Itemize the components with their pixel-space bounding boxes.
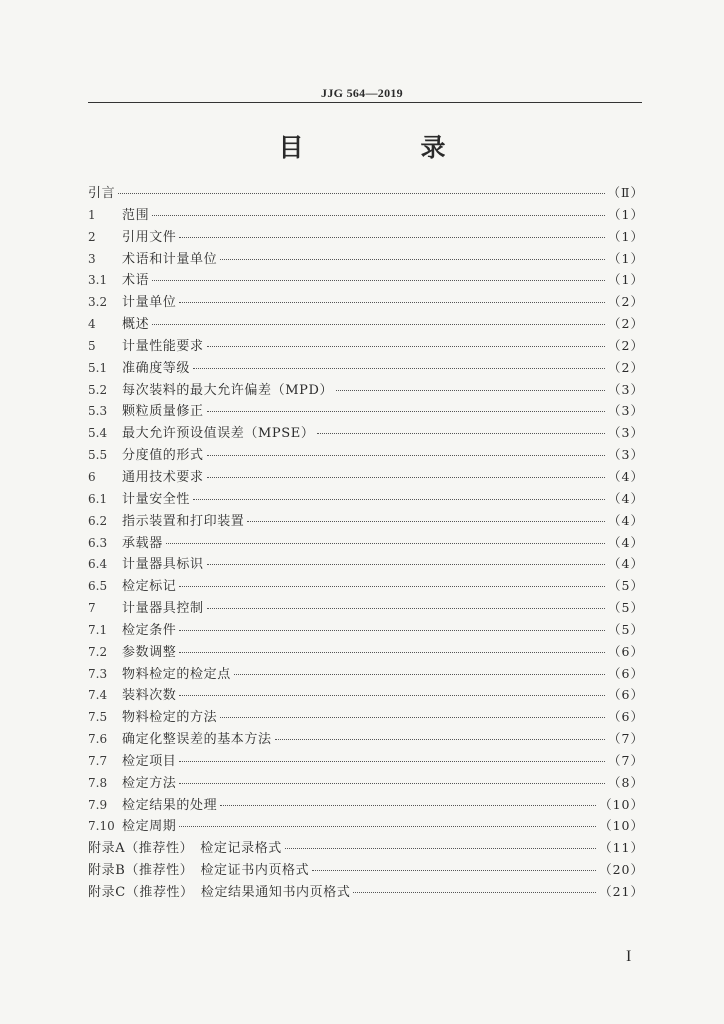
- toc-entry[interactable]: [88, 859, 644, 881]
- toc-entry[interactable]: [88, 837, 644, 859]
- toc-entry-label: 检定方法: [122, 775, 177, 791]
- table-of-contents: [88, 182, 644, 903]
- toc-entry-number: 3.1: [88, 273, 108, 288]
- toc-entry-page: （5）: [608, 621, 644, 637]
- toc-entry-page: （5）: [608, 578, 644, 594]
- dot-leader: [152, 323, 605, 325]
- toc-entry-page: （4）: [608, 512, 644, 528]
- toc-entry-page: （11）: [599, 840, 644, 856]
- toc-entry[interactable]: [88, 204, 644, 226]
- toc-entry-label: 计量器具控制: [122, 601, 204, 617]
- dot-leader: [207, 476, 605, 478]
- toc-entry-page: （4）: [608, 534, 644, 550]
- dot-leader: [179, 301, 605, 303]
- dot-leader: [152, 214, 605, 216]
- toc-entry[interactable]: [88, 226, 644, 248]
- dot-leader: [336, 389, 605, 391]
- dot-leader: [179, 585, 605, 587]
- toc-entry-page: （6）: [608, 709, 644, 725]
- toc-entry-number: 5.4: [88, 426, 108, 441]
- toc-entry-label: 术语: [122, 273, 150, 289]
- toc-entry[interactable]: [88, 532, 644, 554]
- toc-entry-number: 3.2: [88, 295, 108, 310]
- toc-entry-page: （6）: [608, 687, 644, 703]
- toc-entry-number: 5: [88, 338, 96, 353]
- toc-entry[interactable]: [88, 444, 644, 466]
- toc-entry-page: （1）: [608, 272, 644, 288]
- toc-entry-number: 5.3: [88, 404, 108, 419]
- toc-entry-number: 7.2: [88, 644, 108, 659]
- dot-leader: [247, 520, 605, 522]
- toc-entry-page: （3）: [608, 381, 644, 397]
- toc-entry[interactable]: [88, 881, 644, 903]
- toc-entry[interactable]: [88, 466, 644, 488]
- dot-leader: [193, 498, 605, 500]
- toc-entry[interactable]: [88, 728, 644, 750]
- toc-entry-label: 检定条件: [122, 622, 177, 638]
- toc-entry-label: 物料检定的检定点: [122, 666, 231, 682]
- toc-entry-label: 承载器: [122, 535, 163, 551]
- toc-entry-page: （3）: [608, 447, 644, 463]
- dot-leader: [220, 258, 605, 260]
- dot-leader: [220, 804, 596, 806]
- dot-leader: [207, 410, 605, 412]
- toc-entry-label: 检定项目: [122, 753, 177, 769]
- dot-leader: [179, 651, 605, 653]
- toc-entry-number: 6.5: [88, 579, 108, 594]
- dot-leader: [207, 345, 605, 347]
- toc-entry[interactable]: [88, 619, 644, 641]
- toc-entry-label: 物料检定的方法: [122, 710, 218, 726]
- toc-entry[interactable]: [88, 641, 644, 663]
- dot-leader: [285, 847, 596, 849]
- toc-entry-label: 参数调整: [122, 644, 177, 660]
- toc-entry-page: （7）: [608, 752, 644, 768]
- toc-entry-label: 准确度等级: [122, 360, 191, 376]
- toc-entry-label: 附录B（推荐性） 检定证书内页格式: [88, 863, 310, 879]
- toc-entry-page: （1）: [608, 250, 644, 266]
- toc-entry-number: 7.9: [88, 797, 108, 812]
- dot-leader: [179, 825, 596, 827]
- toc-entry-number: 6.1: [88, 491, 108, 506]
- dot-leader: [179, 629, 605, 631]
- toc-entry[interactable]: [88, 422, 644, 444]
- toc-entry-number: 6.3: [88, 535, 108, 550]
- toc-entry[interactable]: [88, 510, 644, 532]
- toc-entry-label: 引言: [88, 186, 116, 201]
- toc-entry[interactable]: [88, 684, 644, 706]
- toc-entry-label: 指示装置和打印装置: [122, 513, 245, 529]
- toc-entry[interactable]: [88, 575, 644, 597]
- toc-entry-label: 确定化整误差的基本方法: [122, 732, 272, 748]
- toc-entry[interactable]: [88, 553, 644, 575]
- toc-entry-page: （1）: [608, 206, 644, 222]
- toc-entry[interactable]: [88, 772, 644, 794]
- toc-entry-label: 通用技术要求: [122, 469, 204, 485]
- toc-entry-number: 7.6: [88, 732, 108, 747]
- toc-entry[interactable]: [88, 248, 644, 270]
- dot-leader: [220, 716, 605, 718]
- toc-entry-page: （3）: [608, 403, 644, 419]
- toc-entry[interactable]: [88, 182, 644, 204]
- toc-entry-number: 1: [88, 207, 96, 222]
- toc-entry-page: （20）: [599, 862, 644, 878]
- dot-leader: [207, 454, 605, 456]
- toc-entry-label: 检定周期: [122, 819, 177, 835]
- dot-leader: [179, 694, 605, 696]
- dot-leader: [166, 542, 605, 544]
- toc-entry-label: 计量单位: [122, 295, 177, 311]
- toc-entry-label: 范围: [122, 207, 150, 223]
- toc-entry-number: 3: [88, 251, 96, 266]
- toc-entry[interactable]: [88, 335, 644, 357]
- toc-entry-number: 6: [88, 469, 96, 484]
- toc-entry[interactable]: [88, 794, 644, 816]
- toc-entry-number: 7.8: [88, 775, 108, 790]
- toc-entry-number: 5.5: [88, 448, 108, 463]
- toc-entry-label: 检定结果的处理: [122, 797, 218, 813]
- toc-entry[interactable]: [88, 750, 644, 772]
- toc-entry[interactable]: [88, 357, 644, 379]
- toc-entry-number: 7.3: [88, 666, 108, 681]
- toc-entry[interactable]: [88, 379, 644, 401]
- toc-entry-number: 7.7: [88, 753, 108, 768]
- toc-entry-label: 颗粒质量修正: [122, 404, 204, 420]
- toc-entry-page: （10）: [599, 796, 644, 812]
- toc-entry-page: （4）: [608, 490, 644, 506]
- toc-entry[interactable]: [88, 663, 644, 685]
- toc-entry[interactable]: [88, 400, 644, 422]
- toc-entry-label: 分度值的形式: [122, 448, 204, 464]
- toc-entry-number: 5.2: [88, 382, 108, 397]
- dot-leader: [207, 607, 605, 609]
- dot-leader: [275, 738, 605, 740]
- dot-leader: [152, 279, 605, 281]
- toc-entry-page: （2）: [608, 316, 644, 332]
- toc-entry-number: 2: [88, 229, 96, 244]
- toc-entry[interactable]: [88, 488, 644, 510]
- toc-entry-page: （1）: [608, 228, 644, 244]
- document-code-header: JJG 564—2019: [321, 86, 403, 100]
- toc-entry-page: （4）: [608, 556, 644, 572]
- toc-entry-label: 附录C（推荐性） 检定结果通知书内页格式: [88, 885, 351, 900]
- dot-leader: [234, 673, 605, 675]
- toc-entry-label: 检定标记: [122, 579, 177, 595]
- dot-leader: [179, 236, 605, 238]
- dot-leader: [207, 563, 605, 565]
- toc-entry[interactable]: [88, 815, 644, 837]
- toc-entry-label: 计量性能要求: [122, 338, 204, 354]
- toc-entry-number: 7.4: [88, 688, 108, 703]
- dot-leader: [179, 760, 605, 762]
- toc-entry-label: 术语和计量单位: [122, 251, 218, 267]
- toc-entry-page: （6）: [608, 665, 644, 681]
- toc-entry-number: 7.1: [88, 622, 108, 637]
- page-number: I: [626, 948, 632, 965]
- toc-entry-page: （Ⅱ）: [607, 185, 644, 200]
- page-title: 目 录: [278, 133, 492, 162]
- toc-entry-number: 4: [88, 317, 96, 332]
- toc-entry-page: （21）: [599, 884, 644, 899]
- toc-entry-page: （2）: [608, 359, 644, 375]
- toc-entry-page: （4）: [608, 468, 644, 484]
- toc-entry[interactable]: [88, 706, 644, 728]
- toc-entry-label: 概述: [122, 317, 150, 333]
- toc-entry-number: 7: [88, 601, 96, 616]
- toc-entry-number: 6.2: [88, 513, 108, 528]
- toc-entry[interactable]: [88, 291, 644, 313]
- toc-entry-label: 附录A（推荐性） 检定记录格式: [88, 841, 282, 857]
- dot-leader: [312, 869, 596, 871]
- dot-leader: [118, 192, 604, 194]
- toc-entry-page: （8）: [608, 774, 644, 790]
- toc-entry-page: （3）: [608, 425, 644, 441]
- dot-leader: [193, 367, 605, 369]
- toc-entry-label: 每次装料的最大允许偏差（MPD）: [122, 382, 334, 398]
- toc-entry-page: （7）: [608, 731, 644, 747]
- dot-leader: [317, 432, 605, 434]
- toc-entry-label: 计量器具标识: [122, 557, 204, 573]
- toc-entry-number: 5.1: [88, 360, 108, 375]
- toc-entry-number: 6.4: [88, 557, 108, 572]
- toc-entry[interactable]: [88, 269, 644, 291]
- toc-entry-label: 引用文件: [122, 229, 177, 245]
- toc-entry-page: （2）: [608, 337, 644, 353]
- toc-entry[interactable]: [88, 313, 644, 335]
- toc-entry-label: 最大允许预设值误差（MPSE）: [122, 426, 315, 442]
- toc-entry-label: 装料次数: [122, 688, 177, 704]
- toc-entry-page: （5）: [608, 600, 644, 616]
- toc-entry-number: 7.5: [88, 710, 108, 725]
- toc-entry-number: 7.10: [88, 819, 115, 834]
- toc-entry-label: 计量安全性: [122, 491, 191, 507]
- header-rule: [88, 102, 642, 103]
- toc-entry[interactable]: [88, 597, 644, 619]
- dot-leader: [353, 891, 596, 893]
- toc-entry-page: （2）: [608, 294, 644, 310]
- toc-entry-page: （6）: [608, 643, 644, 659]
- dot-leader: [179, 782, 605, 784]
- toc-entry-page: （10）: [599, 818, 644, 834]
